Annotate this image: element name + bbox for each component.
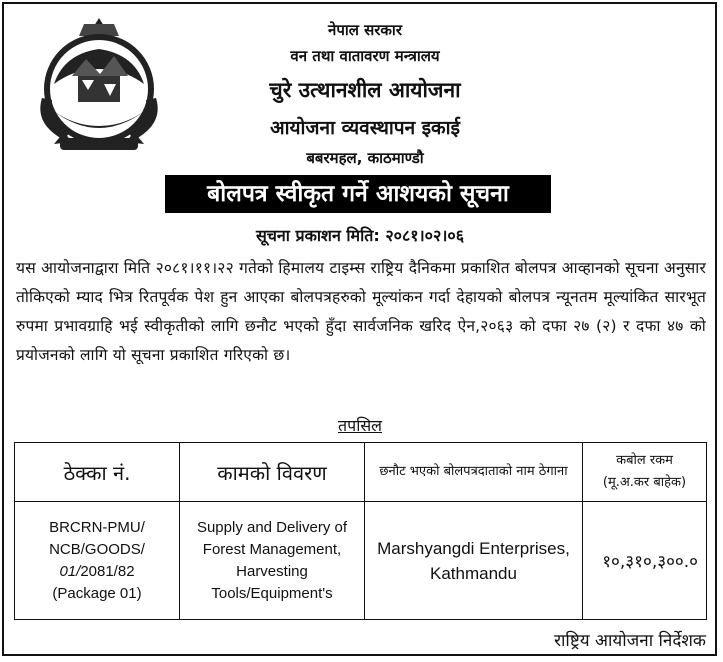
table-row (15, 502, 707, 620)
notice-body: यस आयोजनाद्वारा मिति २०८१।११।२२ गतेको हिमालय टाइम्स राष्ट्रिय दैनिकमा प्रकाशित बोलपत्र आव्हानको सूचना अनुसार तोकिएको म्याद भित्र रितपूर्वक पेश हुन आएका बोलपत्रहरुको मूल्यांकन गर्दा देहायको बोलपत्र न्यूनतम मूल्यांकित सारभूत रुपमा प्रभावग्राहि भई स्वीकृतीको लागि छनौट भएको हुँदा सार्वजनिक खरिद ऐन,२०६३ को दफा २७ (२) र दफा ४७ को प्रयोजनको लागि यो सूचना प्रकाशित गरिएको छ। (16, 259, 706, 364)
contract-no-italic: 01/ (59, 562, 81, 580)
cell-contract-no (15, 502, 180, 620)
header-bidder: छनौट भएको बोलपत्रदाताको नाम ठेगाना (365, 443, 583, 502)
header-amount (583, 443, 707, 502)
header-amount-line2: (मू.अ.कर बाहेक) (602, 475, 687, 490)
address-heading: बबरमहल, काठमाण्डौ (306, 149, 424, 167)
bid-details-table (14, 442, 707, 620)
contract-no-package: (Package 01) (52, 584, 142, 602)
cell-bidder: Marshyangdi Enterprises, Kathmandu (365, 502, 583, 620)
signoff-title: राष्ट्रिय आयोजना निर्देशक (554, 631, 706, 651)
contract-no-part1: BRCRN-PMU/ NCB/GOODS/ (49, 518, 145, 558)
cell-work-description: Supply and Delivery of Forest Management, Harvesting Tools/Equipment's (180, 502, 365, 620)
nepal-government-emblem-icon (24, 14, 174, 164)
details-heading: तपसिल (337, 416, 383, 435)
contract-no-part2: 2081/82 (80, 562, 135, 580)
cell-amount: १०,३१०,३००.० (583, 502, 707, 620)
header-work-description: कामको विवरण (180, 443, 365, 502)
table-header-row (15, 443, 707, 502)
project-name-heading: चुरे उत्थानशील आयोजना (269, 78, 461, 102)
government-heading: नेपाल सरकार (328, 21, 402, 39)
notice-title: बोलपत्र स्वीकृत गर्ने आशयको सूचना (165, 175, 551, 213)
ministry-heading: वन तथा वातावरण मन्त्रालय (290, 47, 440, 65)
unit-heading: आयोजना व्यवस्थापन इकाई (270, 117, 460, 139)
header-amount-line1: कबोल रकम (616, 453, 673, 468)
publish-date: सूचना प्रकाशन मिति: २०८१।०२।०६ (255, 226, 465, 245)
header-contract-no: ठेक्का नं. (15, 443, 180, 502)
